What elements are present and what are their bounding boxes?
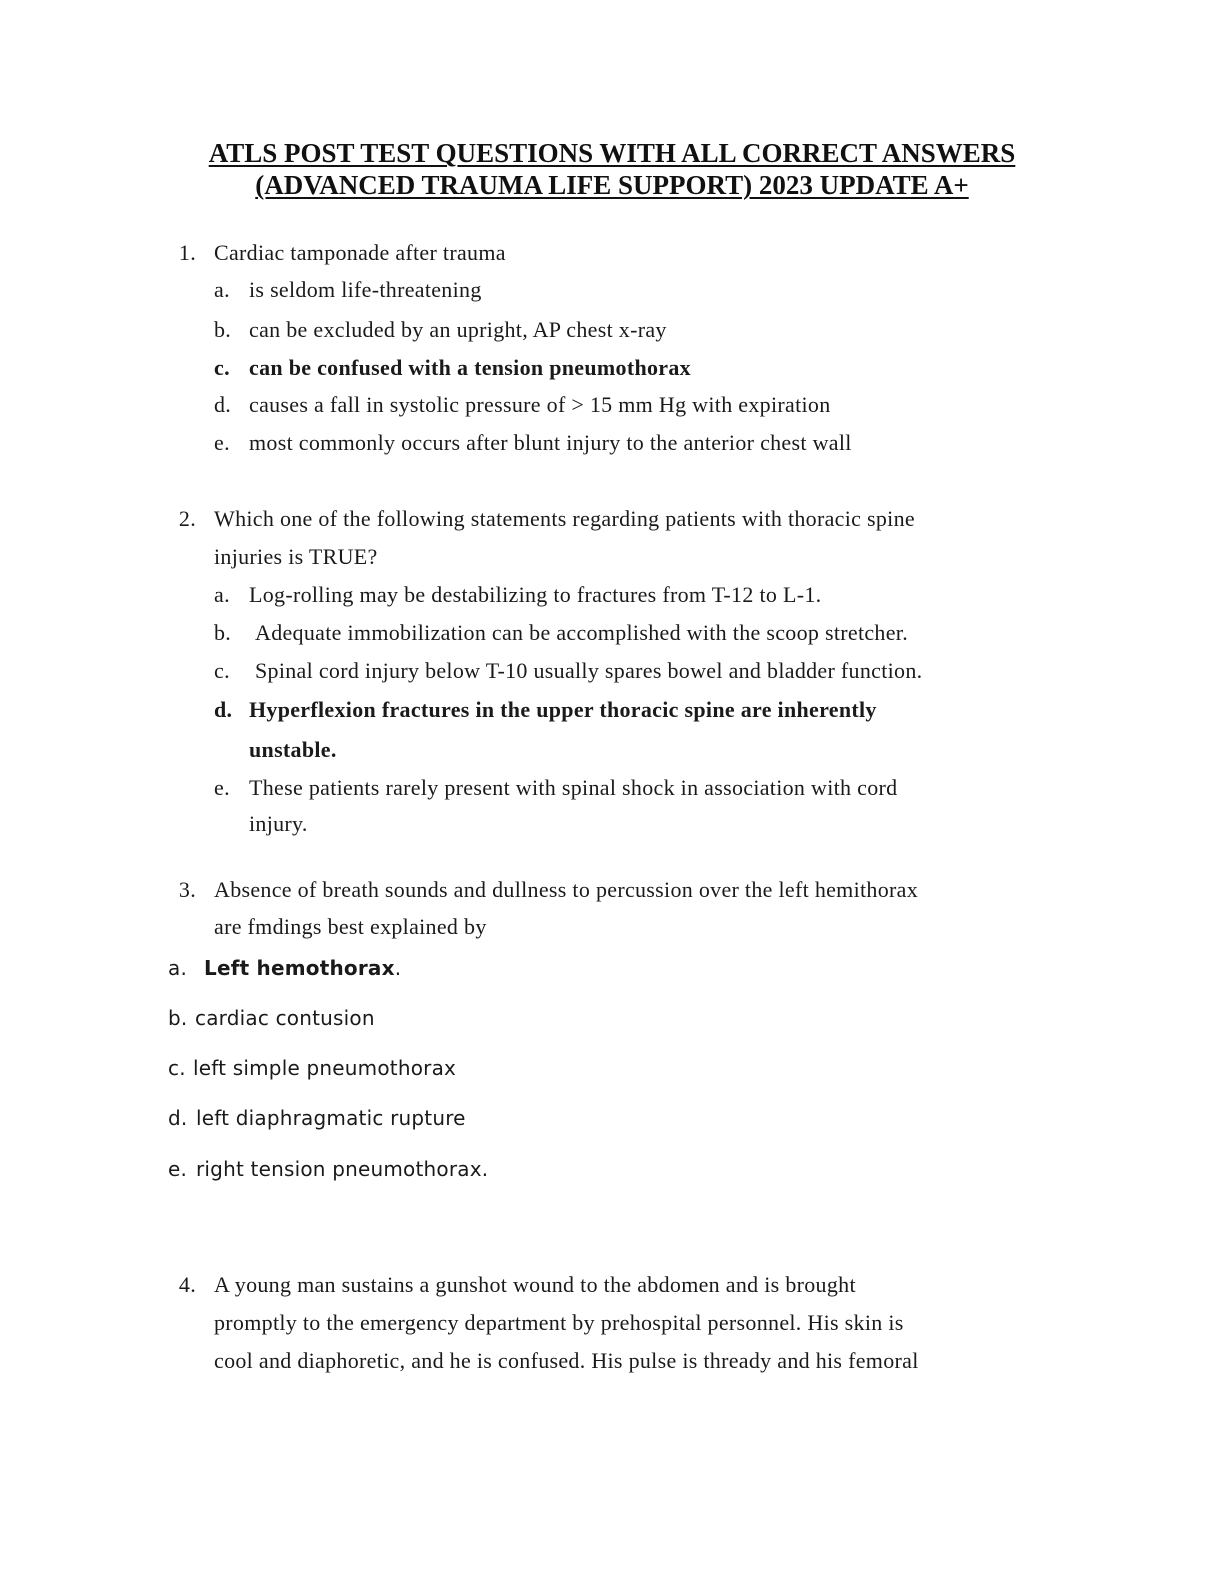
option-text: left simple pneumothorax bbox=[193, 1056, 457, 1080]
question-stem: injuries is TRUE? bbox=[214, 544, 378, 569]
option-label: c. bbox=[214, 658, 230, 683]
option-text: causes a fall in systolic pressure of > 15 mm Hg with expiration bbox=[249, 392, 831, 417]
option-label: c. bbox=[168, 1056, 186, 1080]
option-label: b. bbox=[168, 1006, 188, 1030]
option-text: Spinal cord injury below T-10 usually spares bowel and bladder function. bbox=[255, 658, 923, 683]
option-label: e. bbox=[214, 775, 230, 800]
document-title-line-1: ATLS POST TEST QUESTIONS WITH ALL CORRECT ANSWERS bbox=[208, 138, 1016, 168]
correct-option-text: Left hemothorax bbox=[204, 956, 395, 980]
question-stem: Absence of breath sounds and dullness to percussion over the left hemithorax bbox=[214, 877, 919, 902]
option-label: e. bbox=[168, 1157, 188, 1181]
question-number: 1. bbox=[178, 240, 196, 265]
option-text: Adequate immobilization can be accomplished with the scoop stretcher. bbox=[255, 620, 909, 645]
document-title-line-2: (ADVANCED TRAUMA LIFE SUPPORT) 2023 UPDATE A+ bbox=[255, 170, 969, 200]
option-text: can be excluded by an upright, AP chest x-ray bbox=[249, 317, 667, 342]
question-stem: cool and diaphoretic, and he is confused. His pulse is thready and his femoral bbox=[214, 1348, 919, 1373]
question-number: 4. bbox=[178, 1272, 196, 1297]
option-text: left diaphragmatic rupture bbox=[196, 1106, 466, 1130]
option-label: a. bbox=[214, 582, 230, 607]
correct-option-label: c. bbox=[214, 355, 230, 380]
option-label: a. bbox=[214, 277, 230, 302]
option-label: b. bbox=[214, 317, 232, 342]
option-suffix: . bbox=[394, 956, 402, 980]
option-label: d. bbox=[214, 392, 232, 417]
option-text: is seldom life-threatening bbox=[249, 277, 482, 302]
question-number: 2. bbox=[178, 506, 196, 531]
option-text: These patients rarely present with spinal shock in association with cord bbox=[249, 775, 898, 800]
option-label: b. bbox=[214, 620, 232, 645]
question-stem: Cardiac tamponade after trauma bbox=[214, 240, 506, 265]
question-stem: are fmdings best explained by bbox=[214, 914, 487, 939]
option-label: e. bbox=[214, 430, 230, 455]
question-stem: promptly to the emergency department by prehospital personnel. His skin is bbox=[214, 1310, 904, 1335]
option-text: Log-rolling may be destabilizing to fractures from T-12 to L-1. bbox=[249, 582, 822, 607]
option-text-continued: injury. bbox=[249, 811, 308, 836]
correct-option-text-continued: unstable. bbox=[249, 737, 337, 762]
correct-option-text: can be confused with a tension pneumothorax bbox=[249, 355, 691, 380]
question-number: 3. bbox=[178, 877, 196, 902]
question-stem: Which one of the following statements regarding patients with thoracic spine bbox=[214, 506, 915, 531]
question-stem: A young man sustains a gunshot wound to the abdomen and is brought bbox=[214, 1272, 856, 1297]
option-text: right tension pneumothorax. bbox=[196, 1157, 489, 1181]
option-label: a. bbox=[168, 956, 188, 980]
option-text: cardiac contusion bbox=[195, 1006, 375, 1030]
option-label: d. bbox=[168, 1106, 188, 1130]
option-text: most commonly occurs after blunt injury to the anterior chest wall bbox=[249, 430, 852, 455]
correct-option-text: Hyperflexion fractures in the upper thoracic spine are inherently bbox=[249, 697, 877, 722]
correct-option-label: d. bbox=[214, 697, 233, 722]
